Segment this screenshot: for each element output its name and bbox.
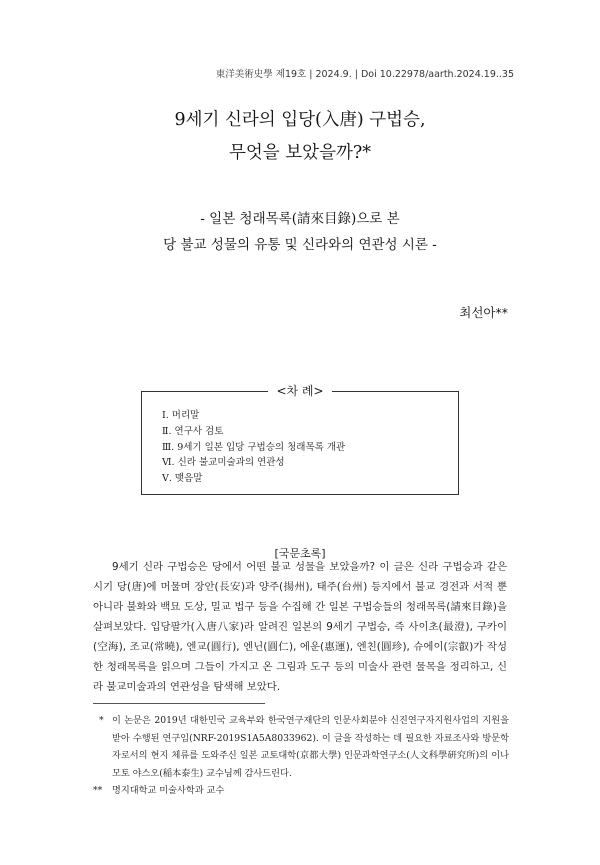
subtitle-line-2: 당 불교 성물의 유통 및 신라와의 연관성 시론 - <box>163 237 437 253</box>
toc-heading <box>0 382 600 399</box>
paper-title <box>0 104 600 170</box>
abstract-body <box>93 557 507 697</box>
title-line-1: 9세기 신라의 입당(入唐) 구법승, <box>174 110 426 130</box>
author-name: 최선아** <box>459 305 508 320</box>
abstract-paragraph: 9세기 신라 구법승은 당에서 어떤 불교 성물을 보았을까? 이 글은 신라 구법승과 같은 시기 당(唐)에 머물며 장안(長安)과 양주(揚州), 태주(台州) 등지에서 불교 경전과 서적 뿐 아니라 불화와 백묘 도상, 밀교 법구 등을 수집해 간 일본 구법승들의 청래목록(請來目錄)을 살펴보았다. 입당팔가(入唐八家)라 알려진 일본의 9세기 구법승, 즉 사이초(最澄), 구카이(空海), 조교(常曉), 엔교(圓行), 엔닌(圓仁), 에운(惠運), 엔친(圓珍), 슈에이(宗叡)가 작성한 청래목록을 읽으며 그들이 가지고 온 그림과 도구 등의 미술사 관련 물목을 정리하고, 신라 불교미술과의 연관성을 탐색해 보았다. <box>93 561 507 693</box>
footnote-affiliation <box>93 782 509 800</box>
toc-item: Ⅲ. 9세기 일본 입당 구법승의 청래목록 개관 <box>162 441 346 453</box>
toc-item: Ⅴ. 맺음말 <box>162 473 203 485</box>
toc-item: Ⅱ. 연구사 검토 <box>162 425 224 437</box>
footnote-text: 명지대학교 미술사학과 교수 <box>112 785 225 797</box>
abstract-heading: [국문초록] <box>274 547 326 560</box>
paper-subtitle <box>0 206 600 258</box>
footnote-funding <box>93 712 509 782</box>
toc-list <box>162 408 345 487</box>
footnote-mark: * <box>99 715 104 726</box>
title-line-2: 무엇을 보았을까?* <box>228 143 372 163</box>
subtitle-line-1: - 일본 청래목록(請來目錄)으로 본 <box>200 211 400 227</box>
footnotes <box>93 712 509 800</box>
toc-item: Ⅰ. 머리말 <box>162 410 200 421</box>
running-header: 東洋美術史學 제19호 | 2024.9. | Doi 10.22978/aarth.2024.19..35 <box>215 69 514 80</box>
footnote-mark: ** <box>93 785 103 797</box>
footnote-divider <box>93 703 265 704</box>
footnote-text: 이 논문은 2019년 대한민국 교육부와 한국연구재단의 인문사회분야 신진연구자지원사업의 지원을 받아 수행된 연구임(NRF-2019S1A5A8033962). 이 글을 작성하는 데 필요한 자료조사와 방문학자로서의 현지 체류를 도와주신 일본 교토대학(京都大學) 인문과학연구소(人文科學硏究所)의 이나모토 야스오(稲本泰生) 교수님께 감사드린다. <box>112 715 509 779</box>
toc-heading-text: <차 례> <box>268 384 331 398</box>
toc-item: Ⅵ. 신라 불교미술과의 연관성 <box>162 457 285 469</box>
